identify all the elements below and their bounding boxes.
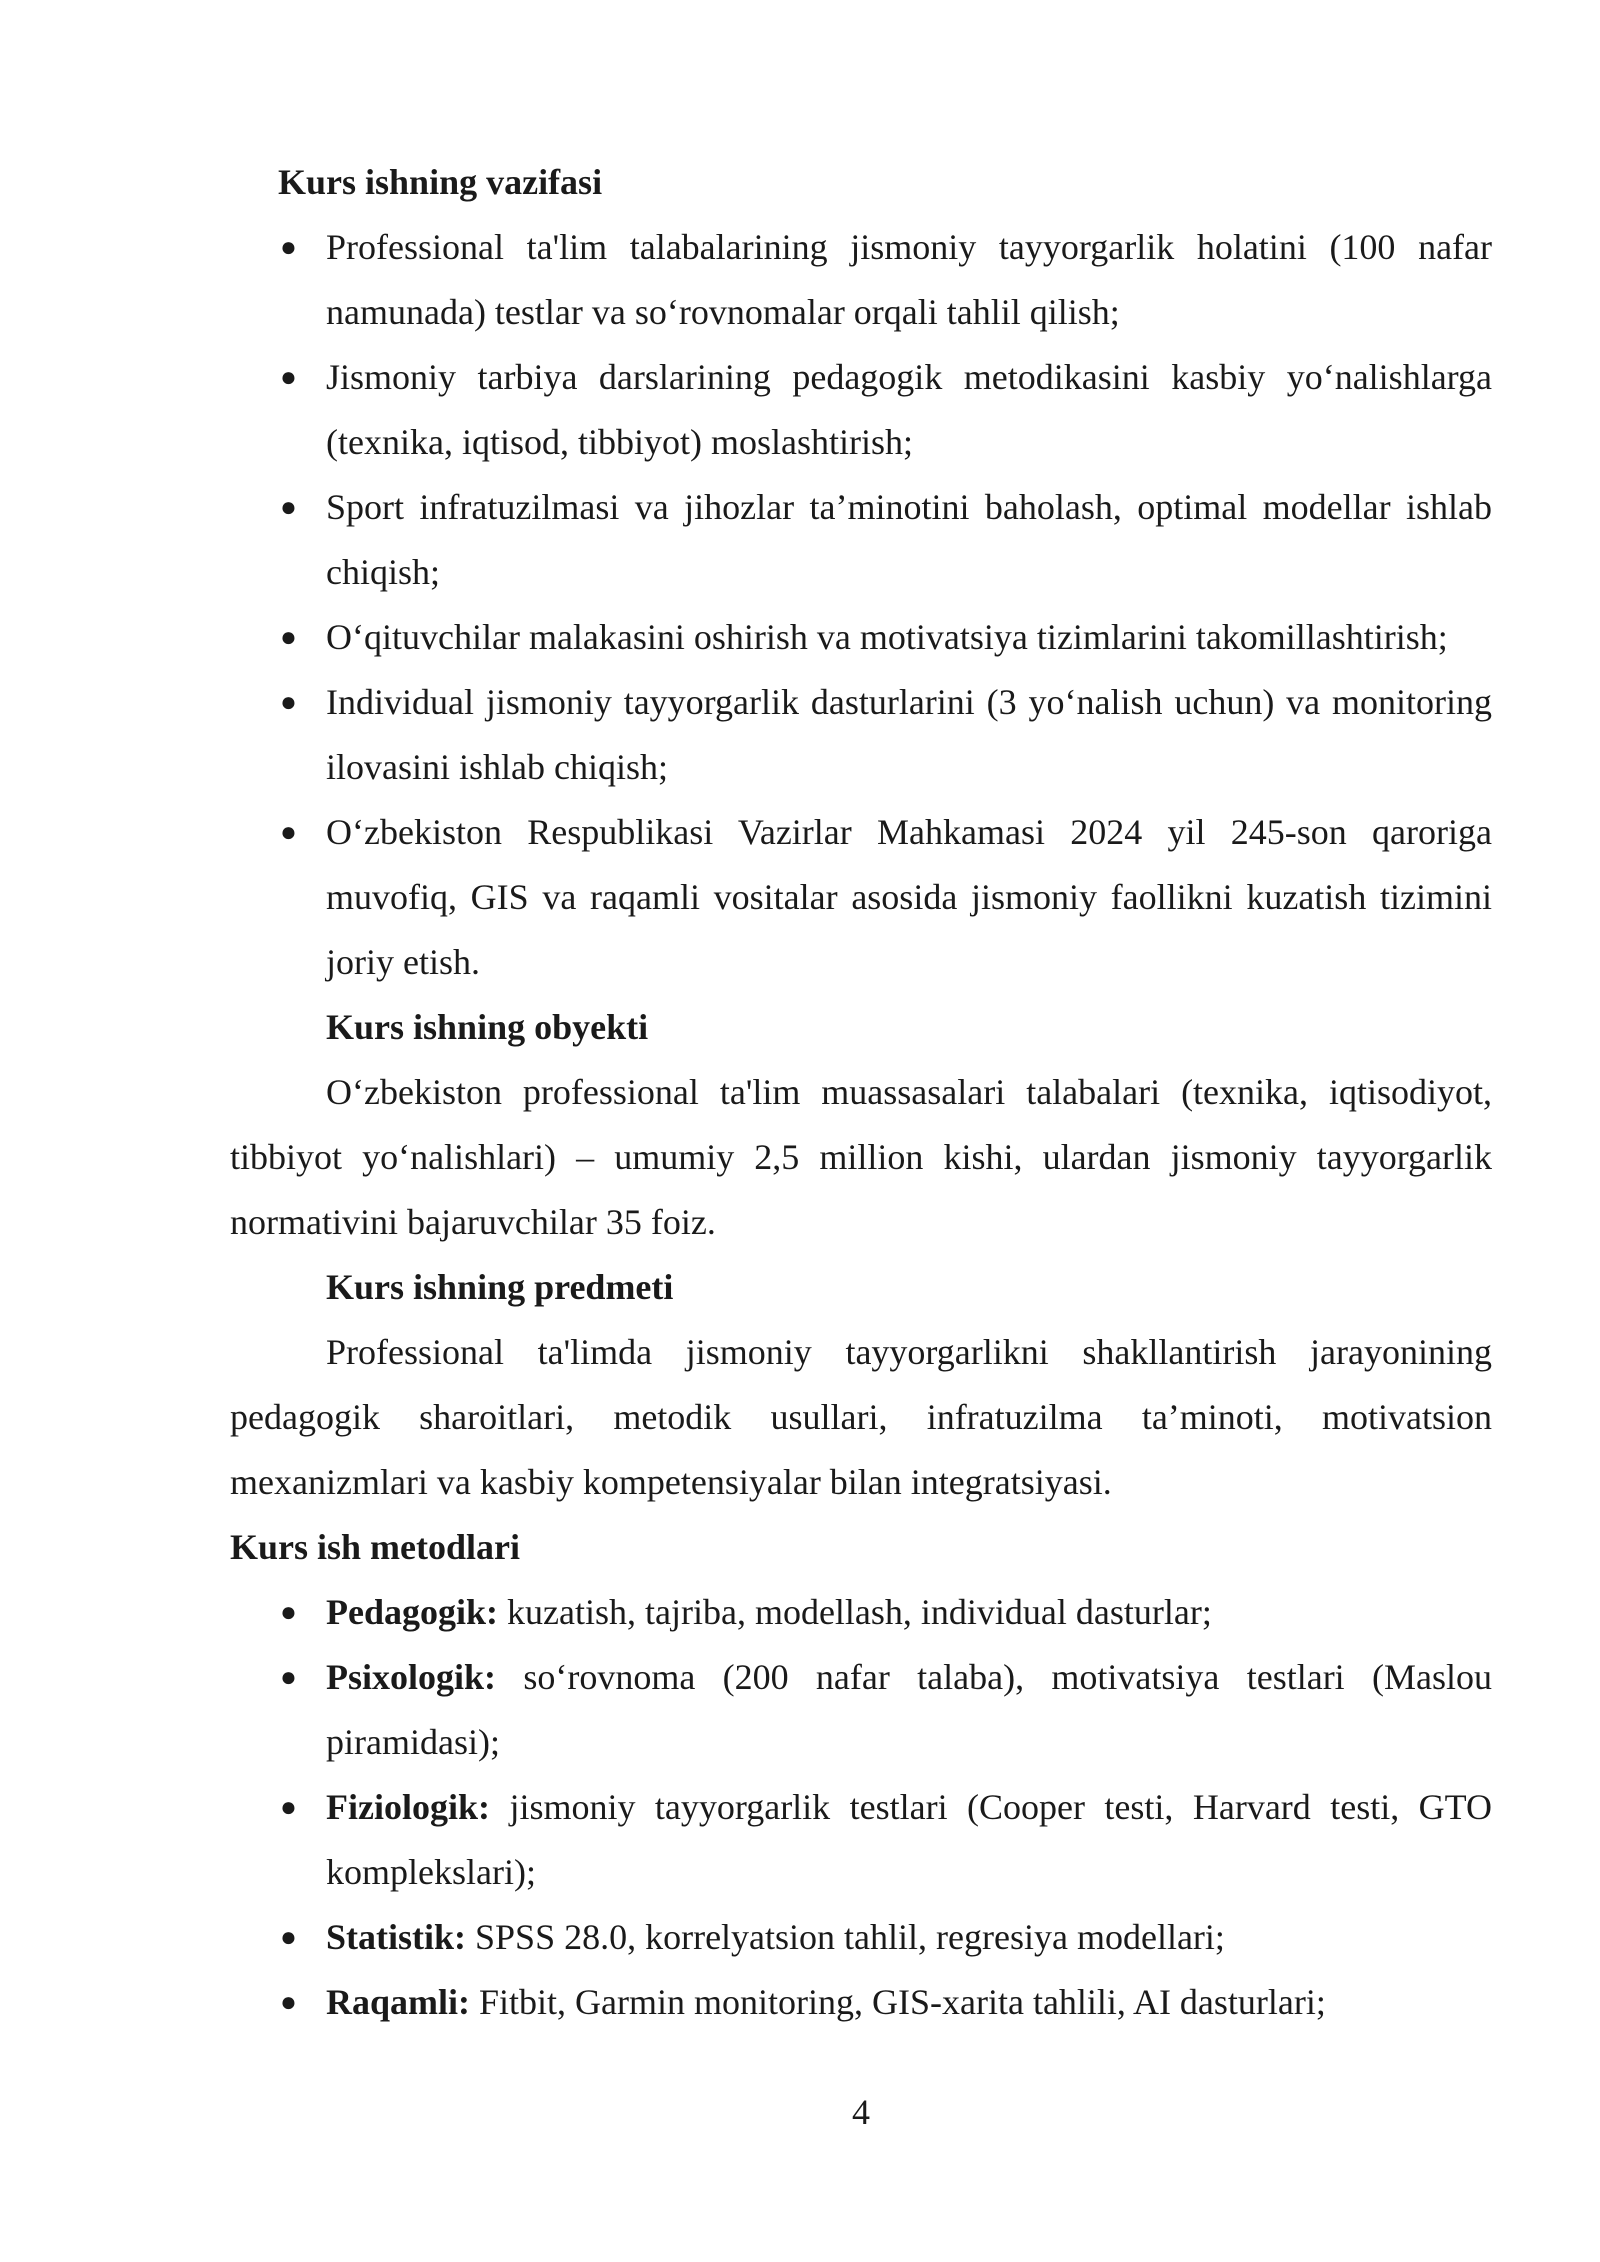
list-item bbox=[230, 345, 1492, 475]
bullet-icon: ● bbox=[280, 362, 297, 393]
method-lead: Fiziologik: bbox=[326, 1787, 490, 1827]
bullet-icon: ● bbox=[280, 1662, 297, 1693]
list-item-text: O‘zbekiston Respublikasi Vazirlar Mahkamasi 2024 yil 245-son qaroriga muvofiq, GIS va raqamli vositalar asosida jismoniy faollikni kuzatish tizimini joriy etish. bbox=[326, 812, 1492, 982]
list-item bbox=[230, 670, 1492, 800]
list-item-text: O‘qituvchilar malakasini oshirish va motivatsiya tizimlarini takomillashtirish; bbox=[326, 617, 1448, 657]
list-item-text: Sport infratuzilmasi va jihozlar ta’minotini baholash, optimal modellar ishlab chiqish; bbox=[326, 487, 1492, 592]
list-item bbox=[230, 215, 1492, 345]
list-item bbox=[230, 475, 1492, 605]
vazifa-list bbox=[230, 215, 1492, 995]
list-item bbox=[230, 605, 1492, 670]
method-text: jismoniy tayyorgarlik testlari (Cooper testi, Harvard testi, GTO komplekslari); bbox=[326, 1787, 1492, 1892]
bullet-icon: ● bbox=[280, 1922, 297, 1953]
method-text: SPSS 28.0, korrelyatsion tahlil, regresiya modellari; bbox=[466, 1917, 1225, 1957]
method-text: so‘rovnoma (200 nafar talaba), motivatsiya testlari (Maslou piramidasi); bbox=[326, 1657, 1492, 1762]
bullet-icon: ● bbox=[280, 687, 297, 718]
obyekt-paragraph: O‘zbekiston professional ta'lim muassasalari talabalari (texnika, iqtisodiyot, tibbiyot yo‘nalishlari) – umumiy 2,5 million kishi, ulardan jismoniy tayyorgarlik normativini bajaruvchilar 35 foiz. bbox=[230, 1072, 1492, 1242]
list-item bbox=[230, 1970, 1492, 2035]
list-item bbox=[230, 1905, 1492, 1970]
method-lead: Raqamli: bbox=[326, 1982, 470, 2022]
page-number: 4 bbox=[852, 2092, 870, 2132]
bullet-icon: ● bbox=[280, 1792, 297, 1823]
bullet-icon: ● bbox=[280, 622, 297, 653]
method-text: kuzatish, tajriba, modellash, individual dasturlar; bbox=[498, 1592, 1212, 1632]
bullet-icon: ● bbox=[280, 492, 297, 523]
heading-predmet: Kurs ishning predmeti bbox=[326, 1267, 674, 1307]
predmet-paragraph: Professional ta'limda jismoniy tayyorgarlikni shakllantirish jarayonining pedagogik sharoitlari, metodik usullari, infratuzilma ta’minoti, motivatsion mexanizmlari va kasbiy kompetensiyalar bilan integratsiyasi. bbox=[230, 1332, 1492, 1502]
bullet-icon: ● bbox=[280, 232, 297, 263]
heading-vazifa: Kurs ishning vazifasi bbox=[278, 162, 603, 202]
method-lead: Pedagogik: bbox=[326, 1592, 499, 1632]
bullet-icon: ● bbox=[280, 817, 297, 848]
document-page bbox=[230, 150, 1492, 2035]
method-text: Fitbit, Garmin monitoring, GIS-xarita tahlili, AI dasturlari; bbox=[470, 1982, 1326, 2022]
bullet-icon: ● bbox=[280, 1597, 297, 1628]
list-item-text: Individual jismoniy tayyorgarlik dasturlarini (3 yo‘nalish uchun) va monitoring ilovasini ishlab chiqish; bbox=[326, 682, 1492, 787]
method-lead: Statistik: bbox=[326, 1917, 467, 1957]
list-item-text: Professional ta'lim talabalarining jismoniy tayyorgarlik holatini (100 nafar namunada) testlar va so‘rovnomalar orqali tahlil qilish; bbox=[326, 227, 1492, 332]
metodlar-list bbox=[230, 1580, 1492, 2035]
list-item bbox=[230, 1645, 1492, 1775]
bullet-icon: ● bbox=[280, 1987, 297, 2018]
list-item-text: Jismoniy tarbiya darslarining pedagogik metodikasini kasbiy yo‘nalishlarga (texnika, iqtisod, tibbiyot) moslashtirish; bbox=[326, 357, 1492, 462]
list-item bbox=[230, 800, 1492, 995]
list-item bbox=[230, 1580, 1492, 1645]
method-lead: Psixologik: bbox=[326, 1657, 497, 1697]
heading-metodlar: Kurs ish metodlari bbox=[230, 1527, 521, 1567]
heading-obyekt: Kurs ishning obyekti bbox=[326, 1007, 649, 1047]
list-item bbox=[230, 1775, 1492, 1905]
